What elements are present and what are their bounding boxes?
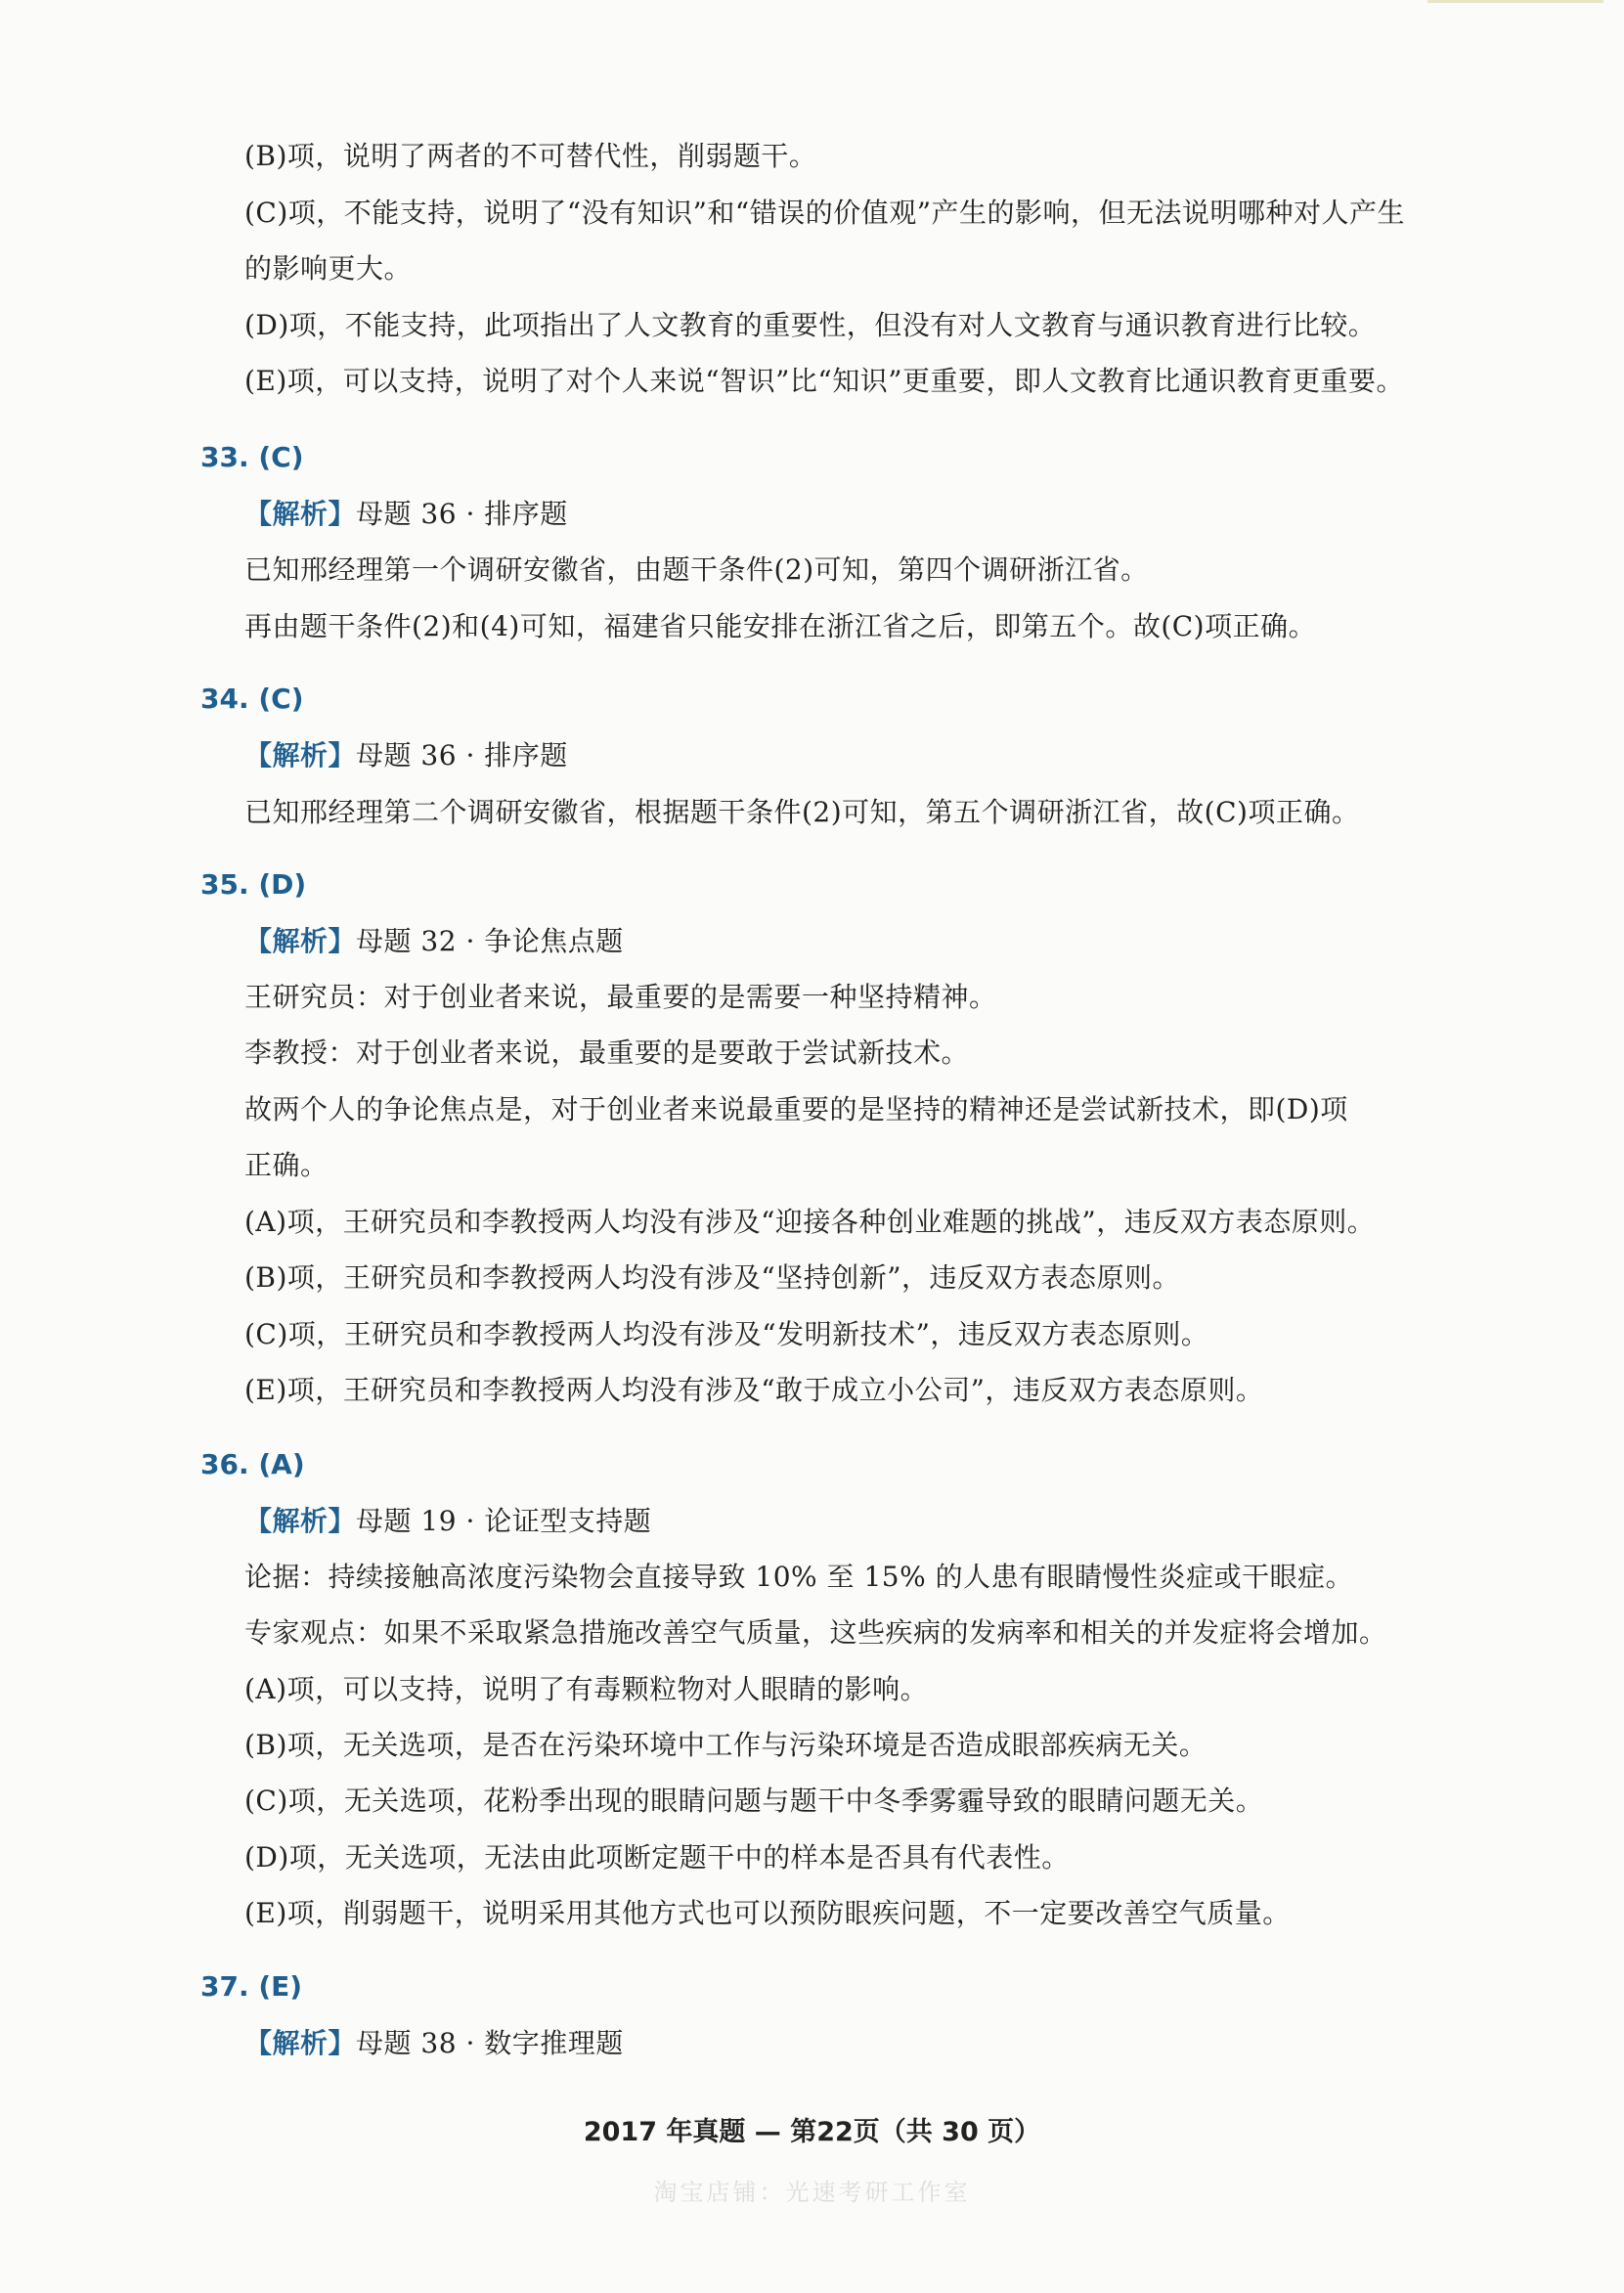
text-line: (C)项，王研究员和李教授两人均没有涉及“发明新技术”，违反双方表态原则。	[244, 1318, 1209, 1350]
text-line: (C)项，不能支持，说明了“没有知识”和“错误的价值观”产生的影响，但无法说明哪种对人产生	[244, 197, 1406, 229]
analysis-tag: 【解析】	[244, 925, 357, 957]
text-line: 王研究员：对于创业者来说，最重要的是需要一种坚持精神。	[244, 981, 997, 1013]
analysis-header	[244, 1502, 651, 1541]
analysis-header	[244, 736, 568, 775]
question-number: 33. (C)	[200, 441, 304, 473]
text-line: 论据：持续接触高浓度污染物会直接导致 10% 至 15% 的人患有眼睛慢性炎症或干眼症。	[244, 1561, 1354, 1593]
text-line: 已知邢经理第一个调研安徽省，由题干条件(2)可知，第四个调研浙江省。	[244, 553, 1149, 586]
text-line: 专家观点：如果不采取紧急措施改善空气质量，这些疾病的发病率和相关的并发症将会增加。	[244, 1616, 1387, 1649]
watermark-text: 淘宝店铺：光速考研工作室	[653, 2179, 971, 2206]
top-edge-mark	[1427, 0, 1603, 3]
text-line: (A)项，王研究员和李教授两人均没有涉及“迎接各种创业难题的挑战”，违反双方表态原则。	[244, 1206, 1376, 1238]
text-line: 的影响更大。	[244, 252, 413, 285]
question-number: 35. (D)	[200, 868, 307, 901]
question-number: 37. (E)	[200, 1970, 303, 2003]
text-line: 李教授：对于创业者来说，最重要的是要敢于尝试新技术。	[244, 1036, 970, 1069]
text-line: (D)项，不能支持，此项指出了人文教育的重要性，但没有对人文教育与通识教育进行比较。	[244, 309, 1377, 341]
analysis-tag: 【解析】	[244, 1505, 357, 1537]
text-line: (B)项，说明了两者的不可替代性，削弱题干。	[244, 140, 817, 172]
text-line: (D)项，无关选项，无法由此项断定题干中的样本是否具有代表性。	[244, 1841, 1070, 1874]
analysis-tag: 【解析】	[244, 498, 357, 530]
text-line: (A)项，可以支持，说明了有毒颗粒物对人眼睛的影响。	[244, 1673, 929, 1705]
analysis-header	[244, 2024, 624, 2063]
text-line: 再由题干条件(2)和(4)可知，福建省只能安排在浙江省之后，即第五个。故(C)项正确。	[244, 610, 1317, 642]
question-number: 36. (A)	[200, 1448, 305, 1480]
analysis-header	[244, 922, 624, 961]
analysis-title: 母题 36 · 排序题	[356, 739, 568, 772]
analysis-title: 母题 38 · 数字推理题	[356, 2027, 624, 2059]
text-line: 已知邢经理第二个调研安徽省，根据题干条件(2)可知，第五个调研浙江省，故(C)项正确。	[244, 796, 1360, 828]
text-line: (E)项，削弱题干，说明采用其他方式也可以预防眼疾问题，不一定要改善空气质量。	[244, 1897, 1291, 1929]
question-number: 34. (C)	[200, 683, 304, 715]
text-line: (E)项，可以支持，说明了对个人来说“智识”比“知识”更重要，即人文教育比通识教育更重要。	[244, 365, 1405, 397]
text-line: (B)项，王研究员和李教授两人均没有涉及“坚持创新”，违反双方表态原则。	[244, 1261, 1181, 1294]
analysis-title: 母题 32 · 争论焦点题	[356, 925, 624, 957]
text-line: (C)项，无关选项，花粉季出现的眼睛问题与题干中冬季雾霾导致的眼睛问题无关。	[244, 1785, 1264, 1817]
analysis-title: 母题 19 · 论证型支持题	[356, 1505, 652, 1537]
text-line: (B)项，无关选项，是否在污染环境中工作与污染环境是否造成眼部疾病无关。	[244, 1729, 1207, 1761]
analysis-tag: 【解析】	[244, 739, 357, 772]
text-line: 正确。	[244, 1149, 329, 1181]
page-footer: 2017 年真题 — 第22页（共 30 页）	[583, 2117, 1041, 2147]
text-line: 故两个人的争论焦点是，对于创业者来说最重要的是坚持的精神还是尝试新技术，即(D)项	[244, 1093, 1348, 1125]
analysis-title: 母题 36 · 排序题	[356, 498, 568, 530]
text-line: (E)项，王研究员和李教授两人均没有涉及“敢于成立小公司”，违反双方表态原则。	[244, 1374, 1264, 1406]
analysis-header	[244, 495, 568, 534]
analysis-tag: 【解析】	[244, 2027, 357, 2059]
